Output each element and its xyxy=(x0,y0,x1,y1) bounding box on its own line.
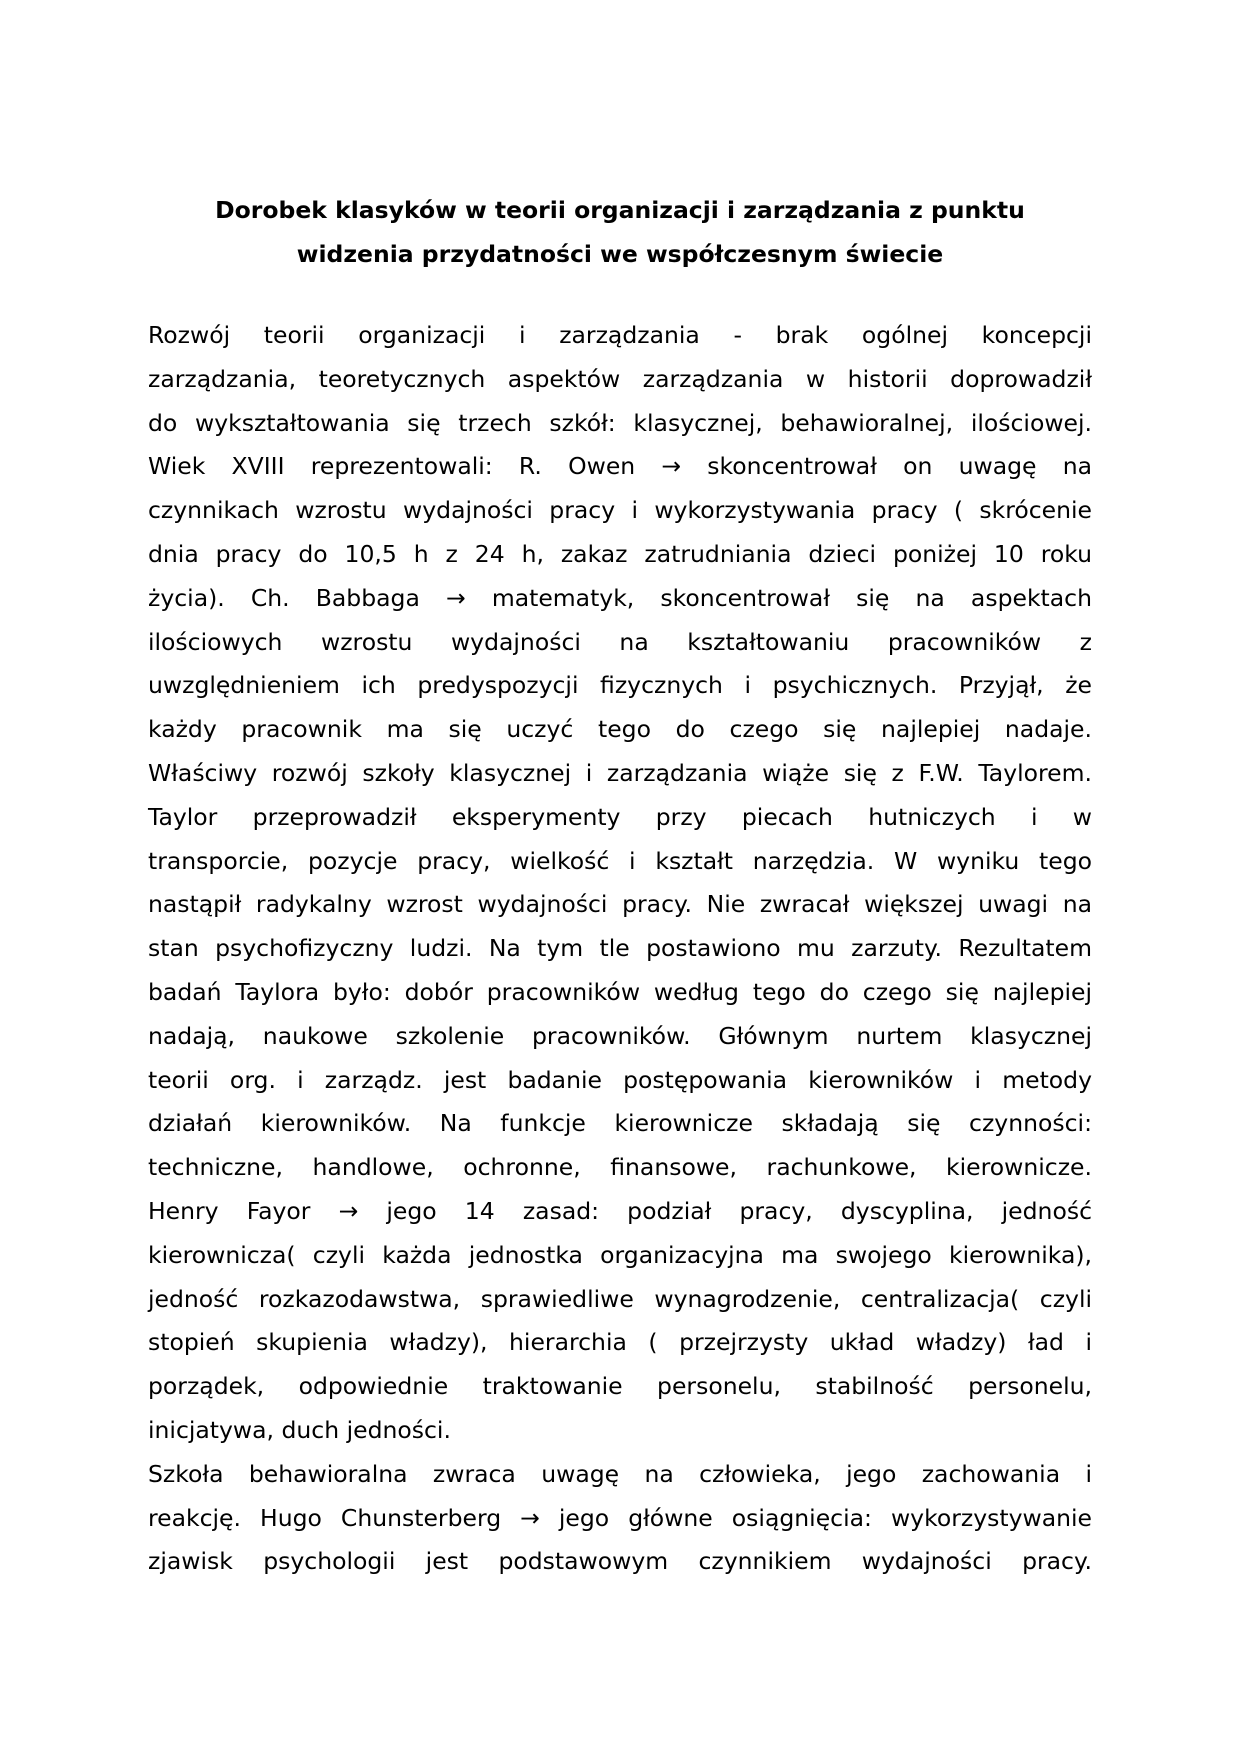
text-line: zjawisk psychologii jest podstawowym czynnikiem wydajności pracy. xyxy=(148,1547,1092,1576)
text-line: dnia pracy do 10,5 h z 24 h, zakaz zatrudniania dzieci poniżej 10 roku xyxy=(148,539,1092,568)
text-line: kierownicza( czyli każda jednostka organizacyjna ma swojego kierownika), xyxy=(148,1240,1092,1269)
text-line: Rozwój teorii organizacji i zarządzania - brak ogólnej koncepcji xyxy=(148,321,1092,349)
text-line: ilościowych wzrostu wydajności na kształtowaniu pracowników z xyxy=(148,627,1092,656)
text-line: nadają, naukowe szkolenie pracowników. Głównym nurtem klasycznej xyxy=(148,1021,1092,1050)
document-body xyxy=(148,314,1092,1584)
text-line: transporcie, pozycje pracy, wielkość i kształt narzędzia. W wyniku tego xyxy=(148,846,1092,875)
text-line: życia). Ch. Babbaga → matematyk, skoncentrował się na aspektach xyxy=(148,583,1092,612)
text-line: porządek, odpowiednie traktowanie personelu, stabilność personelu, xyxy=(148,1372,1092,1401)
text-line: Szkoła behawioralna zwraca uwagę na człowieka, jego zachowania i xyxy=(148,1459,1092,1488)
text-line: do wykształtowania się trzech szkół: klasycznej, behawioralnej, ilościowej. xyxy=(148,408,1092,437)
paragraph-behavioral-school xyxy=(148,1453,1092,1584)
text-line: stopień skupienia władzy), hierarchia ( przejrzysty układ władzy) ład i xyxy=(148,1328,1092,1357)
text-line: zarządzania, teoretycznych aspektów zarządzania w historii doprowadził xyxy=(148,364,1092,393)
text-line: reakcję. Hugo Chunsterberg → jego główne osiągnięcia: wykorzystywanie xyxy=(148,1503,1092,1532)
text-line: inicjatywa, duch jedności. xyxy=(148,1415,451,1444)
text-line: czynnikach wzrostu wydajności pracy i wykorzystywania pracy ( skrócenie xyxy=(148,496,1092,525)
text-line: teorii org. i zarządz. jest badanie postępowania kierowników i metody xyxy=(148,1065,1092,1094)
text-line: techniczne, handlowe, ochronne, finansowe, rachunkowe, kierownicze. xyxy=(148,1153,1092,1182)
text-line: każdy pracownik ma się uczyć tego do czego się najlepiej nadaje. xyxy=(148,715,1092,744)
text-line: badań Taylora było: dobór pracowników według tego do czego się najlepiej xyxy=(148,977,1092,1006)
text-line: stan psychofizyczny ludzi. Na tym tle postawiono mu zarzuty. Rezultatem xyxy=(148,934,1092,963)
text-line: uwzględnieniem ich predyspozycji fizycznych i psychicznych. Przyjął, że xyxy=(148,671,1092,700)
text-line: Henry Fayor → jego 14 zasad: podział pracy, dyscyplina, jedność xyxy=(148,1196,1092,1225)
text-line: działań kierowników. Na funkcje kierownicze składają się czynności: xyxy=(148,1109,1092,1138)
title-line: Dorobek klasyków w teorii organizacji i zarządzania z punktu xyxy=(215,196,1025,224)
text-line: Wiek XVIII reprezentowali: R. Owen → skoncentrował on uwagę na xyxy=(148,452,1092,481)
text-line: Taylor przeprowadził eksperymenty przy piecach hutniczych i w xyxy=(148,802,1092,831)
text-line: Właściwy rozwój szkoły klasycznej i zarządzania wiąże się z F.W. Taylorem. xyxy=(148,758,1092,787)
document-title xyxy=(148,188,1092,276)
text-line: nastąpił radykalny wzrost wydajności pracy. Nie zwracał większej uwagi na xyxy=(148,890,1092,919)
text-line: jedność rozkazodawstwa, sprawiedliwe wynagrodzenie, centralizacja( czyli xyxy=(148,1284,1092,1313)
title-line: widzenia przydatności we współczesnym świecie xyxy=(296,240,944,268)
paragraph-classical-school xyxy=(148,314,1092,1453)
